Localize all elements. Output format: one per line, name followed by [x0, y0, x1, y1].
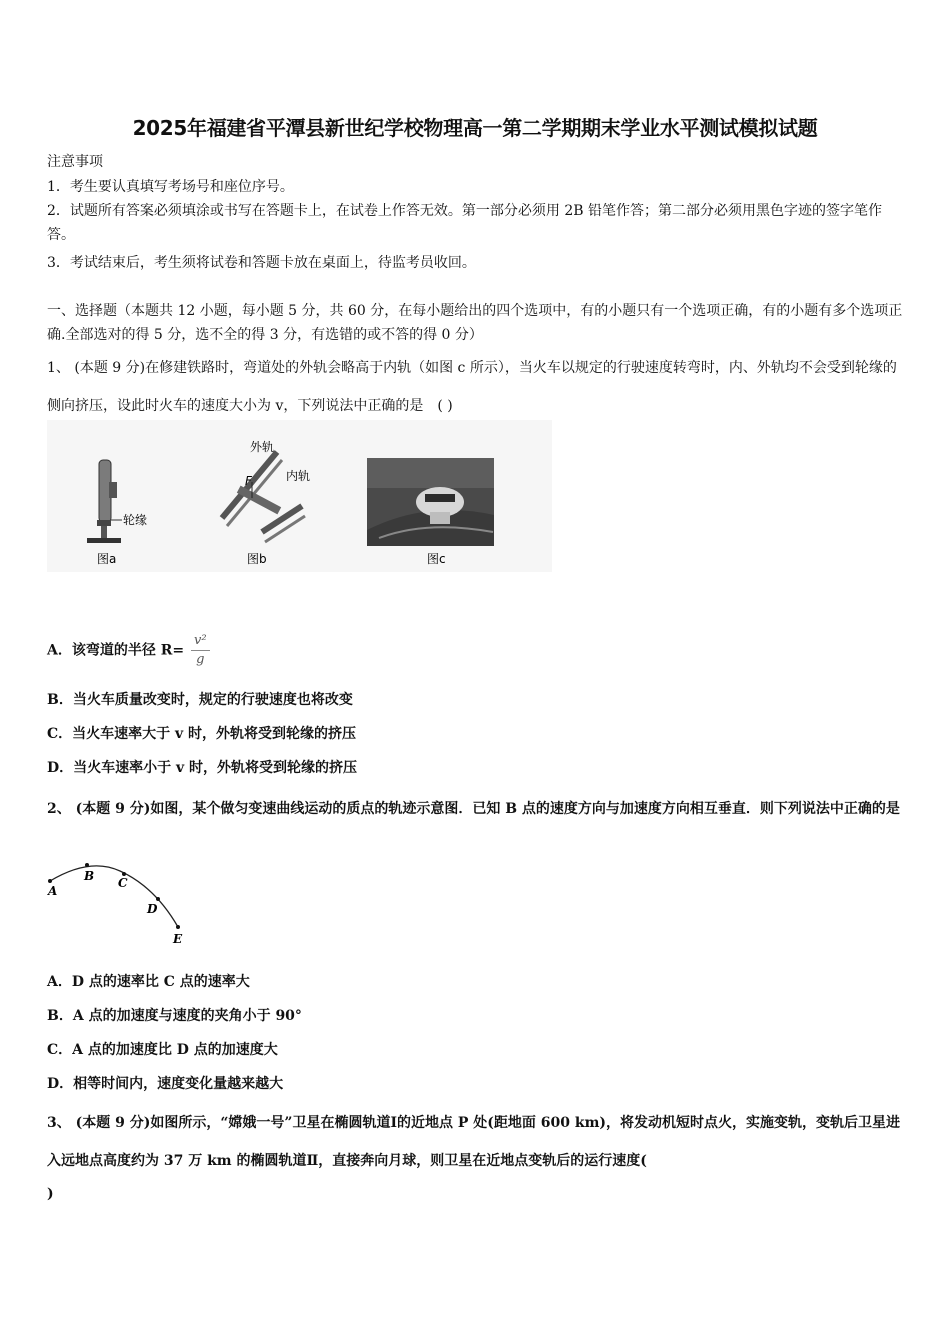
- label-a: A: [48, 884, 58, 898]
- q2-option-d: D．相等时间内，速度变化量越来越大: [47, 1076, 284, 1092]
- label-e: E: [173, 932, 183, 946]
- q1-stem: 1、 (本题 9 分)在修建铁路时，弯道处的外轨会略高于内轨（如图 c 所示），当火车以规定的行驶速度转弯时，内、外轨均不会受到轮缘的侧向挤压，设此时火车的速度大小为 v，下列说法中正确的是 ( ): [47, 360, 897, 414]
- q1-option-a-denominator: g: [196, 652, 205, 667]
- fig-c-train-photo: [367, 458, 494, 546]
- q2-trajectory-figure: [40, 855, 200, 950]
- q2-option-a: A．D 点的速率比 C 点的速率大: [47, 974, 250, 990]
- q3-stem-tail: ): [47, 1186, 54, 1202]
- fig-a-caption: 图a: [97, 552, 117, 566]
- point-d: [156, 897, 160, 901]
- label-d: D: [147, 902, 158, 916]
- q1-option-d: D．当火车速率小于 v 时，外轨将受到轮缘的挤压: [47, 760, 358, 776]
- section-heading: 一、选择题（本题共 12 小题，每小题 5 分，共 60 分，在每小题给出的四个选项中，有的小题只有一个选项正确，有的小题有多个选项正确.全部选对的得 5 分，选不全的得 3 分，有选错的或不答的得 0 分）: [47, 303, 903, 343]
- trajectory-curve: [50, 866, 178, 927]
- notes-heading: 注意事项: [47, 154, 103, 170]
- q1-option-a-fraction: [191, 632, 210, 669]
- point-a: [48, 879, 52, 883]
- q2-option-b: B．A 点的加速度与速度的夹角小于 90°: [47, 1008, 302, 1024]
- fig-a-label: 轮缘: [123, 513, 148, 527]
- fig-b-force-label: F: [245, 474, 252, 488]
- q1-option-a: [47, 632, 210, 669]
- point-b: [85, 863, 89, 867]
- fig-b-rails: [222, 452, 305, 542]
- page-title: 2025年福建省平潭县新世纪学校物理高一第二学期期末学业水平测试模拟试题: [132, 116, 818, 140]
- notes-item-2: 2．试题所有答案必须填涂或书写在答题卡上，在试卷上作答无效。第一部分必须用 2B 铅笔作答；第二部分必须用黑色字迹的签字笔作答。: [47, 203, 882, 243]
- q1-option-a-text: A．该弯道的半径 R=: [47, 642, 185, 659]
- point-e: [176, 925, 180, 929]
- label-c: C: [118, 876, 128, 890]
- q1-option-a-numerator: v²: [191, 632, 210, 651]
- fig-a-wheel: [87, 460, 122, 543]
- label-b: B: [84, 869, 95, 883]
- fig-b-caption: 图b: [247, 552, 267, 566]
- q3-stem: 3、 (本题 9 分)如图所示，“嫦娥一号”卫星在椭圆轨道Ⅰ的近地点 P 处(距地面 600 km)，将发动机短时点火，实施变轨，变轨后卫星进入远地点高度约为 37 万 km 的椭圆轨道Ⅱ，直接奔向月球，则卫星在近地点变轨后的运行速度(: [47, 1115, 901, 1169]
- q1-figure: [47, 420, 552, 572]
- q2-stem: 2、 (本题 9 分)如图，某个做匀变速曲线运动的质点的轨迹示意图．已知 B 点的速度方向与加速度方向相互垂直．则下列说法中正确的是: [47, 801, 900, 817]
- q2-option-c: C．A 点的加速度比 D 点的加速度大: [47, 1042, 278, 1058]
- q1-option-c: C．当火车速率大于 v 时，外轨将受到轮缘的挤压: [47, 726, 357, 742]
- notes-item-3: 3．考试结束后，考生须将试卷和答题卡放在桌面上，待监考员收回。: [47, 255, 476, 271]
- fig-b-outer-label: 外轨: [250, 440, 275, 454]
- q1-option-b: B．当火车质量改变时，规定的行驶速度也将改变: [47, 692, 353, 708]
- fig-c-caption: 图c: [427, 552, 446, 566]
- notes-item-1: 1．考生要认真填写考场号和座位序号。: [47, 179, 294, 195]
- q1-figure-svg: [47, 420, 552, 572]
- fig-b-inner-label: 内轨: [286, 469, 311, 483]
